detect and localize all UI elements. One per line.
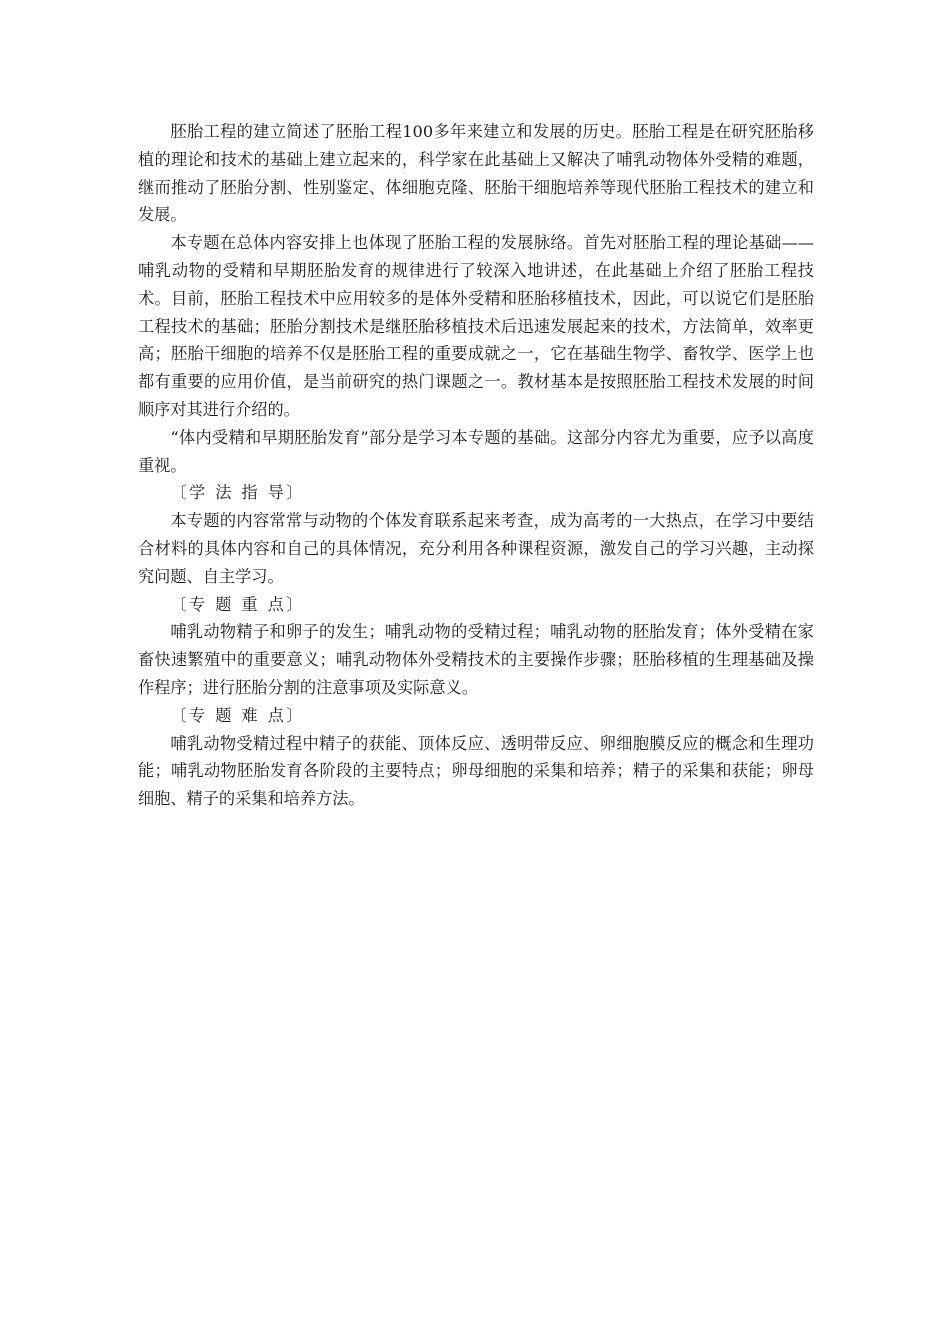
- intro-paragraph-1: 胚胎工程的建立简述了胚胎工程100多年来建立和发展的历史。胚胎工程是在研究胚胎移植的理论和技术的基础上建立起来的，科学家在此基础上又解决了哺乳动物体外受精的难题，继而推动了胚胎分割、性别鉴定、体细胞克隆、胚胎干细胞培养等现代胚胎工程技术的建立和发展。: [138, 122, 814, 225]
- section-text-key-points: 哺乳动物精子和卵子的发生；哺乳动物的受精过程；哺乳动物的胚胎发育；体外受精在家畜快速繁殖中的重要意义；哺乳动物体外受精技术的主要操作步骤；胚胎移植的生理基础及操作程序；进行胚胎分割的注意事项及实际意义。: [138, 622, 814, 697]
- section-heading-difficulties: 〔专 题 难 点〕: [170, 705, 305, 725]
- section-text-method: 本专题的内容常常与动物的个体发育联系起来考查，成为高考的一大热点，在学习中要结合材料的具体内容和自己的具体情况，充分利用各种课程资源，激发自己的学习兴趣，主动探究问题、自主学习。: [138, 511, 814, 586]
- section-heading-method: 〔学 法 指 导〕: [170, 483, 305, 503]
- section-text-difficulties: 哺乳动物受精过程中精子的获能、顶体反应、透明带反应、卵细胞膜反应的概念和生理功能；哺乳动物胚胎发育各阶段的主要特点；卵母细胞的采集和培养；精子的采集和获能；卵母细胞、精子的采集和培养方法。: [138, 733, 814, 809]
- intro-paragraph-3: “体内受精和早期胚胎发育”部分是学习本专题的基础。这部分内容尤为重要，应予以高度重视。: [138, 427, 814, 475]
- section-heading-key-points: 〔专 题 重 点〕: [170, 594, 305, 614]
- intro-paragraph-2: 本专题在总体内容安排上也体现了胚胎工程的发展脉络。首先对胚胎工程的理论基础——哺乳动物的受精和早期胚胎发育的规律进行了较深入地讲述，在此基础上介绍了胚胎工程技术。目前，胚胎工程技术中应用较多的是体外受精和胚胎移植技术，因此，可以说它们是胚胎工程技术的基础；胚胎分割技术是继胚胎移植技术后迅速发展起来的技术，方法简单，效率更高；胚胎干细胞的培养不仅是胚胎工程的重要成就之一，它在基础生物学、畜牧学、医学上也都有重要的应用价值，是当前研究的热门课题之一。教材基本是按照胚胎工程技术发展的时间顺序对其进行介绍的。: [138, 233, 814, 419]
- document-page: [138, 118, 814, 813]
